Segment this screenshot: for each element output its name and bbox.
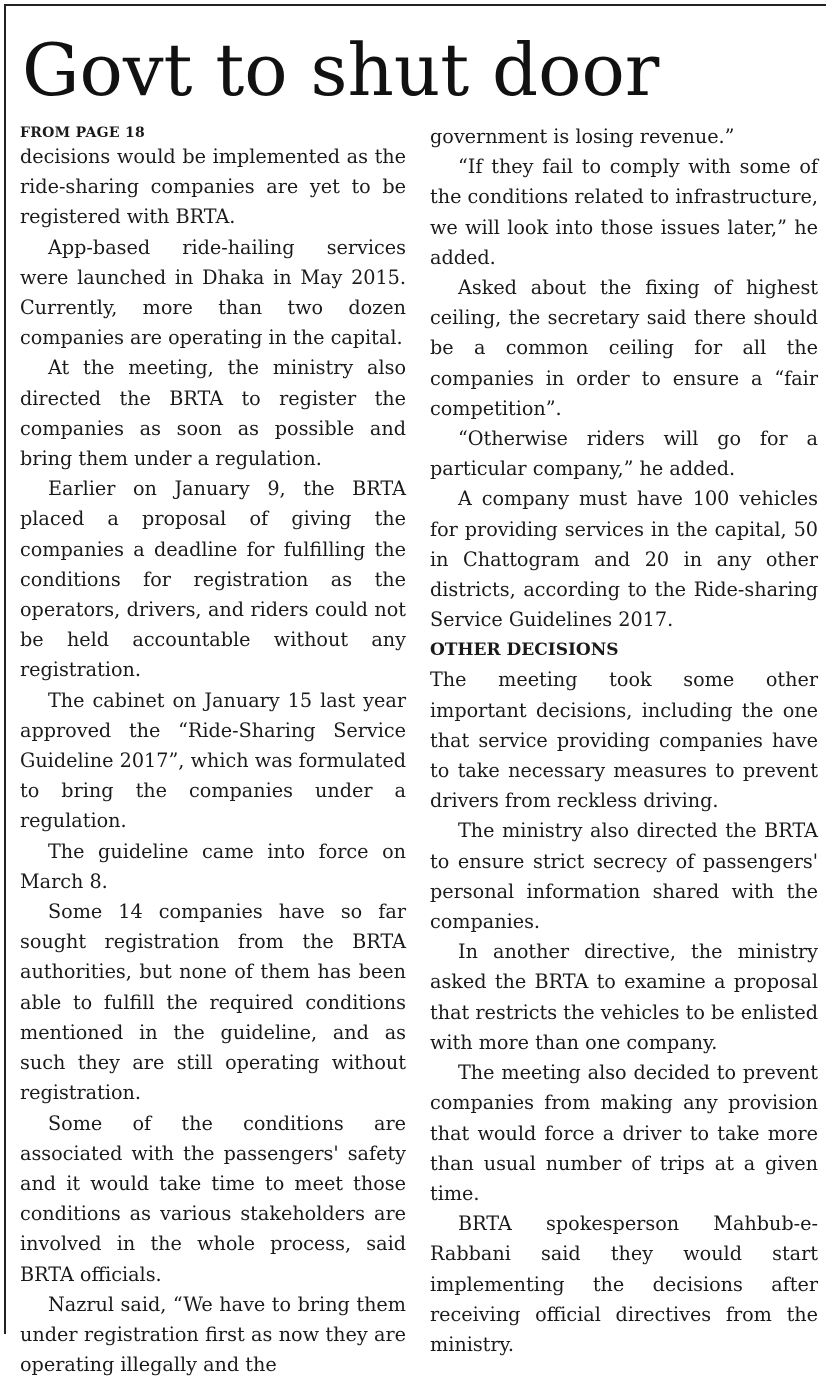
- paragraph: App-based ride-hailing services were launched in Dhaka in May 2015. Currently, more than two dozen companies are operating in the capital.: [20, 235, 406, 350]
- paragraph: The cabinet on January 15 last year approved the “Ride-Sharing Service Guideline 2017”, which was formulated to bring the companies under a regulation.: [20, 688, 406, 833]
- paragraph: Some of the conditions are associated with the passengers' safety and it would take time to meet those conditions as various stakeholders are involved in the whole process, said BRTA officials.: [20, 1111, 406, 1286]
- left-column: [20, 122, 406, 1380]
- headline: Govt to shut door: [22, 28, 660, 112]
- paragraph: decisions would be implemented as the ride-sharing companies are yet to be registered with BRTA.: [20, 145, 406, 229]
- paragraph: A company must have 100 vehicles for providing services in the capital, 50 in Chattogram and 20 in any other districts, according to the Ride-sharing Service Guidelines 2017.: [430, 487, 818, 632]
- paragraph: At the meeting, the ministry also directed the BRTA to register the companies as soon as possible and bring them under a regulation.: [20, 356, 406, 471]
- continued-from-label: FROM PAGE 18: [20, 125, 146, 141]
- paragraph: Asked about the fixing of highest ceiling, the secretary said there should be a common ceiling for all the companies in order to ensure a “fair competition”.: [430, 276, 818, 420]
- paragraph: BRTA spokesperson Mahbub-e-Rabbani said they would start implementing the decisions after receiving official directives from the ministry.: [430, 1212, 818, 1356]
- paragraph: The meeting took some other important decisions, including the one that service providing companies have to take necessary measures to prevent drivers from reckless driving.: [430, 668, 818, 813]
- paragraph: Some 14 companies have so far sought registration from the BRTA authorities, but none of them has been able to fulfill the required conditions mentioned in the guideline, and as such they are still operating without registration.: [20, 900, 406, 1105]
- paragraph: government is losing revenue.”: [430, 125, 735, 148]
- paragraph: “Otherwise riders will go for a particular company,” he added.: [430, 427, 818, 481]
- paragraph: “If they fail to comply with some of the conditions related to infrastructure, we will look into those issues later,” he added.: [430, 155, 818, 269]
- paragraph: Earlier on January 9, the BRTA placed a proposal of giving the companies a deadline for fulfilling the conditions for registration as the operators, drivers, and riders could not be held accountable without any registration.: [20, 477, 406, 682]
- paragraph: Nazrul said, “We have to bring them under registration first as now they are operating illegally and the: [20, 1292, 406, 1377]
- subheading: OTHER DECISIONS: [430, 640, 619, 661]
- right-column: [430, 122, 818, 1360]
- paragraph: The meeting also decided to prevent companies from making any provision that would force a driver to take more than usual number of trips at a given time.: [430, 1061, 818, 1205]
- paragraph: The guideline came into force on March 8.: [20, 839, 406, 893]
- paragraph: The ministry also directed the BRTA to ensure strict secrecy of passengers' personal information shared with the companies.: [430, 819, 818, 934]
- paragraph: In another directive, the ministry asked the BRTA to examine a proposal that restricts the vehicles to be enlisted with more than one company.: [430, 940, 818, 1054]
